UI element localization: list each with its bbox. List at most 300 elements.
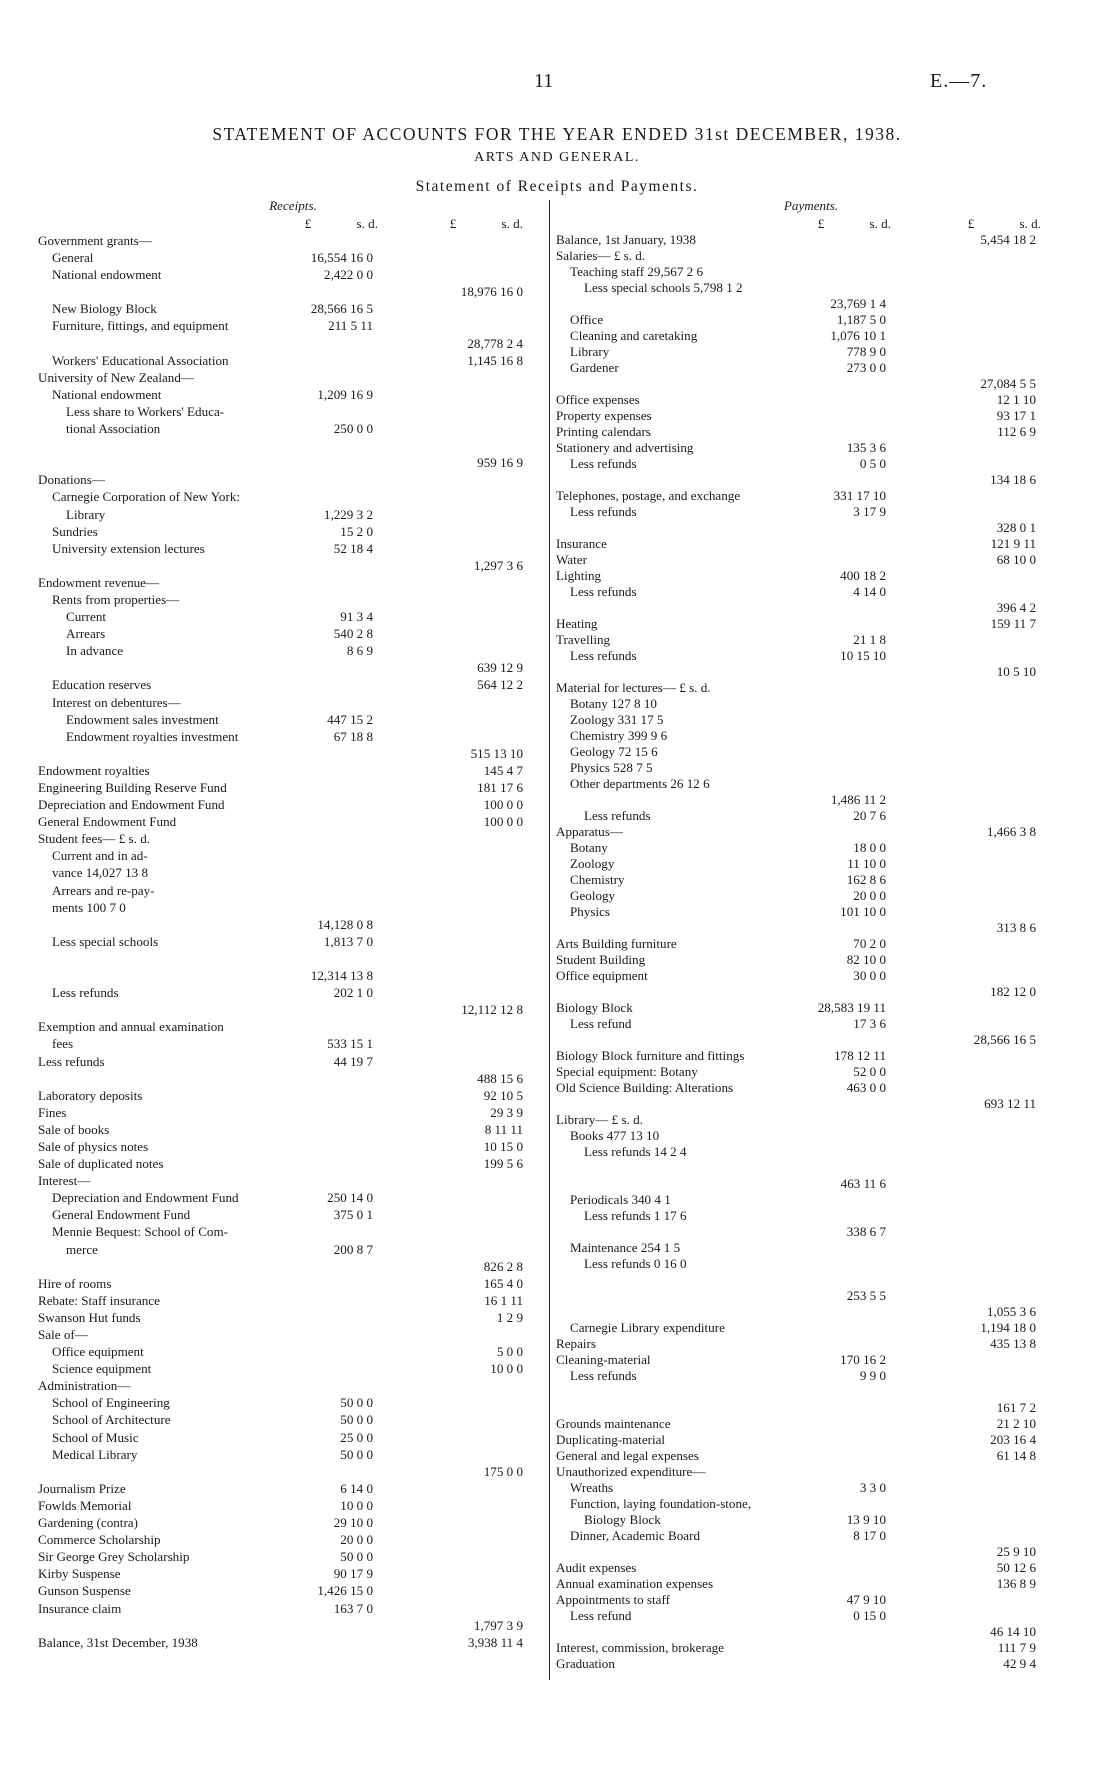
- receipts-label: Endowment royalties: [38, 762, 150, 778]
- receipts-row: [38, 659, 548, 676]
- statement-title: STATEMENT OF ACCOUNTS FOR THE YEAR ENDED 31st DECEMBER, 1938.: [212, 124, 902, 144]
- payments-label: Repairs: [556, 1336, 596, 1351]
- receipts-row: [38, 1411, 548, 1428]
- payments-row: [556, 536, 1066, 552]
- receipts-row: [38, 728, 548, 745]
- payments-row: [556, 456, 1066, 472]
- receipts-row: [38, 1429, 548, 1446]
- payments-label: Biology Block furniture and fittings: [556, 1048, 745, 1063]
- payments-amount-inner: 331 17 10: [833, 488, 886, 503]
- receipts-amount-inner: 163 7 0: [333, 1600, 373, 1616]
- payments-amount-inner: 273 0 0: [846, 360, 886, 375]
- payments-row: [556, 1000, 1066, 1016]
- receipts-label: University of New Zealand—: [38, 369, 194, 385]
- payments-amount-total: 161 7 2: [996, 1400, 1036, 1415]
- receipts-row: [38, 1223, 548, 1240]
- receipts-row: [38, 1548, 548, 1565]
- payments-row: [556, 776, 1066, 792]
- receipts-amount-total: 100 0 0: [483, 797, 523, 813]
- receipts-label: Hire of rooms: [38, 1275, 112, 1291]
- payments-row: [556, 1624, 1066, 1640]
- payments-label: Other departments 26 12 6: [570, 776, 710, 791]
- payments-row: [556, 264, 1066, 280]
- payments-row: [556, 312, 1066, 328]
- receipts-amount-inner: 202 1 0: [333, 985, 373, 1001]
- receipts-label: Library: [66, 506, 106, 522]
- page-number: 11: [534, 70, 554, 92]
- payments-label: Grounds maintenance: [556, 1416, 671, 1431]
- receipts-label: Current and in ad-: [52, 848, 148, 864]
- receipts-row: [38, 574, 548, 591]
- receipts-row: [38, 420, 548, 437]
- receipts-label: Fines: [38, 1104, 67, 1120]
- payments-amount-inner: 778 9 0: [846, 344, 886, 359]
- payments-row: [556, 952, 1066, 968]
- payments-amount-total: 21 2 10: [996, 1416, 1036, 1431]
- receipts-label: Journalism Prize: [38, 1480, 126, 1496]
- receipts-amount-inner: 10 0 0: [340, 1497, 373, 1513]
- receipts-label: New Biology Block: [52, 301, 157, 317]
- receipts-label: General Endowment Fund: [52, 1207, 191, 1223]
- receipts-amount-total: 639 12 9: [477, 660, 523, 676]
- payments-amount-inner: 9 9 0: [859, 1368, 886, 1383]
- receipts-rows: [38, 232, 548, 1651]
- payments-row: [556, 504, 1066, 520]
- receipts-label: Workers' Educational Association: [52, 352, 229, 368]
- payments-label: Cleaning and caretaking: [570, 328, 698, 343]
- receipts-row: [38, 933, 548, 950]
- receipts-amount-inner: 28,566 16 5: [310, 301, 373, 317]
- receipts-amount-inner: 200 8 7: [333, 1241, 373, 1257]
- payments-row: [556, 1448, 1066, 1464]
- payments-row: [556, 376, 1066, 392]
- receipts-amount-total: 18,976 16 0: [460, 284, 523, 300]
- currency-pounds: £: [817, 216, 825, 231]
- payments-row: [556, 392, 1066, 408]
- payments-amount-inner: 70 2 0: [853, 936, 886, 951]
- receipts-amount-inner: 12,314 13 8: [310, 968, 373, 984]
- receipts-label: Kirby Suspense: [38, 1566, 121, 1582]
- receipts-row: [38, 1634, 548, 1651]
- receipts-amount-inner: 67 18 8: [333, 728, 373, 744]
- payments-amount-total: 1,055 3 6: [986, 1304, 1036, 1319]
- payments-label: Property expenses: [556, 408, 652, 423]
- payments-row: [556, 1288, 1066, 1304]
- payments-row: [556, 792, 1066, 808]
- receipts-label: School of Engineering: [52, 1395, 170, 1411]
- receipts-label: Swanson Hut funds: [38, 1309, 141, 1325]
- payments-row: [556, 1480, 1066, 1496]
- receipts-row: [38, 813, 548, 830]
- currency-pounds: £: [304, 216, 312, 231]
- payments-row: [556, 584, 1066, 600]
- receipts-row: [38, 249, 548, 266]
- payments-amount-inner: 4 14 0: [853, 584, 886, 599]
- receipts-row: [38, 1241, 548, 1258]
- payments-row: [556, 1080, 1066, 1096]
- receipts-amount-inner: 540 2 8: [333, 626, 373, 642]
- payments-rows: [556, 232, 1066, 1672]
- payments-label: Less refund: [570, 1608, 632, 1623]
- payments-amount-inner: 20 0 0: [853, 888, 886, 903]
- payments-row: [556, 1368, 1066, 1384]
- receipts-row: [38, 1121, 548, 1138]
- receipts-row: [38, 335, 548, 352]
- receipts-row: [38, 1617, 548, 1634]
- receipts-amount-total: 145 4 7: [483, 762, 523, 778]
- receipts-row: [38, 984, 548, 1001]
- receipts-label: tional Association: [66, 421, 161, 437]
- payments-amount-inner: 23,769 1 4: [830, 296, 886, 311]
- payments-label: Gardener: [570, 360, 619, 375]
- receipts-label: Rents from properties—: [52, 591, 180, 607]
- receipts-label: Endowment revenue—: [38, 574, 160, 590]
- payments-row: [556, 1096, 1066, 1112]
- currency-sd: s. d.: [1019, 216, 1041, 231]
- receipts-row: [38, 864, 548, 881]
- payments-row: [556, 1272, 1066, 1288]
- receipts-amount-total: 1,145 16 8: [467, 352, 523, 368]
- receipts-column: [38, 197, 548, 1651]
- payments-row: [556, 1192, 1066, 1208]
- currency-sd: s. d.: [356, 216, 378, 231]
- receipts-row: [38, 796, 548, 813]
- payments-row: [556, 1144, 1066, 1160]
- receipts-amount-total: 488 15 6: [477, 1070, 523, 1086]
- receipts-label: Science equipment: [52, 1361, 152, 1377]
- payments-row: [556, 1640, 1066, 1656]
- payments-label: Library— £ s. d.: [556, 1112, 643, 1127]
- receipts-label: Mennie Bequest: School of Com-: [52, 1224, 229, 1240]
- payments-label: Less refunds 0 16 0: [584, 1256, 687, 1271]
- payments-amount-total: 27,084 5 5: [980, 376, 1036, 391]
- statement-subtitle: Statement of Receipts and Payments.: [415, 178, 699, 195]
- receipts-amount-inner: 50 0 0: [340, 1412, 373, 1428]
- payments-label: Less refunds 14 2 4: [584, 1144, 687, 1159]
- receipts-row: [38, 232, 548, 249]
- payments-amount-total: 61 14 8: [996, 1448, 1036, 1463]
- receipts-amount-total: 16 1 11: [484, 1292, 523, 1308]
- receipts-label: Education reserves: [52, 677, 152, 693]
- payments-label: Graduation: [556, 1656, 615, 1671]
- receipts-amount-inner: 447 15 2: [327, 711, 373, 727]
- payments-row: [556, 1016, 1066, 1032]
- receipts-row: [38, 1565, 548, 1582]
- receipts-row: [38, 471, 548, 488]
- receipts-row: [38, 779, 548, 796]
- payments-amount-total: 693 12 11: [984, 1096, 1036, 1111]
- receipts-amount-total: 3,938 11 4: [467, 1634, 523, 1650]
- payments-amount-total: 313 8 6: [996, 920, 1036, 935]
- receipts-row: [38, 437, 548, 454]
- payments-label: Water: [556, 552, 587, 567]
- currency-sd: s. d.: [501, 216, 523, 231]
- payments-label: Duplicating-material: [556, 1432, 666, 1447]
- column-divider: [549, 200, 550, 1680]
- receipts-row: [38, 1343, 548, 1360]
- payments-row: [556, 664, 1066, 680]
- payments-label: Material for lectures— £ s. d.: [556, 680, 711, 695]
- receipts-label: Balance, 31st December, 1938: [38, 1634, 198, 1650]
- payments-row: [556, 296, 1066, 312]
- receipts-row: [38, 352, 548, 369]
- receipts-row: [38, 1070, 548, 1087]
- receipts-label: National endowment: [52, 386, 162, 402]
- payments-amount-inner: 178 12 11: [834, 1048, 886, 1063]
- receipts-row: [38, 1446, 548, 1463]
- payments-amount-total: 42 9 4: [1003, 1656, 1036, 1671]
- receipts-row: [38, 1258, 548, 1275]
- payments-row: [556, 968, 1066, 984]
- payments-amount-inner: 463 11 6: [840, 1176, 886, 1191]
- payments-row: [556, 440, 1066, 456]
- receipts-label: Sale of—: [38, 1327, 88, 1342]
- payments-label: Arts Building furniture: [556, 936, 677, 951]
- payments-label: Office equipment: [556, 968, 648, 983]
- payments-row: [556, 744, 1066, 760]
- receipts-row: [38, 1326, 548, 1343]
- payments-row: [556, 248, 1066, 264]
- payments-label: Apparatus—: [556, 824, 623, 839]
- currency-pounds: £: [967, 216, 975, 231]
- receipts-row: [38, 950, 548, 967]
- receipts-row: [38, 694, 548, 711]
- receipts-row: [38, 1053, 548, 1070]
- payments-row: [556, 472, 1066, 488]
- receipts-row: [38, 1018, 548, 1035]
- receipts-amount-total: 515 13 10: [470, 745, 523, 761]
- receipts-label: Less refunds: [52, 985, 119, 1001]
- payments-label: Office expenses: [556, 392, 640, 407]
- payments-row: [556, 1240, 1066, 1256]
- receipts-amount-total: 92 10 5: [483, 1087, 523, 1103]
- receipts-amount-inner: 1,426 15 0: [317, 1583, 373, 1599]
- receipts-amount-inner: 14,128 0 8: [317, 916, 373, 932]
- receipts-row: [38, 1463, 548, 1480]
- receipts-label: School of Music: [52, 1429, 139, 1445]
- payments-label: Heating: [556, 616, 598, 631]
- payments-label: Botany 127 8 10: [570, 696, 657, 711]
- receipts-label: Donations—: [38, 472, 105, 488]
- payments-row: [556, 520, 1066, 536]
- receipts-label: Less share to Workers' Educa-: [66, 403, 225, 419]
- payments-row: [556, 856, 1066, 872]
- receipts-label: General Endowment Fund: [38, 814, 177, 830]
- receipts-row: [38, 386, 548, 403]
- payments-amount-total: 25 9 10: [996, 1544, 1036, 1559]
- payments-label: Biology Block: [556, 1000, 633, 1015]
- receipts-label: Interest on debentures—: [52, 694, 181, 710]
- payments-row: [556, 936, 1066, 952]
- receipts-label: Sale of books: [38, 1121, 110, 1137]
- receipts-amount-total: 5 0 0: [496, 1344, 523, 1360]
- payments-row: [556, 1496, 1066, 1512]
- payments-amount-total: 112 6 9: [997, 424, 1036, 439]
- payments-row: [556, 1064, 1066, 1080]
- payments-row: [556, 1304, 1066, 1320]
- receipts-row: [38, 642, 548, 659]
- payments-amount-inner: 82 10 0: [846, 952, 886, 967]
- receipts-amount-inner: 16,554 16 0: [310, 250, 373, 266]
- payments-label: Annual examination expenses: [556, 1576, 714, 1591]
- payments-row: [556, 1112, 1066, 1128]
- payments-label: Unauthorized expenditure—: [556, 1464, 706, 1479]
- receipts-label: School of Architecture: [52, 1412, 171, 1428]
- payments-label: Printing calendars: [556, 424, 651, 439]
- payments-amount-total: 435 13 8: [990, 1336, 1036, 1351]
- receipts-row: [38, 1292, 548, 1309]
- payments-row: [556, 1208, 1066, 1224]
- payments-label: Less refunds: [570, 504, 637, 519]
- receipts-row: [38, 403, 548, 420]
- payments-row: [556, 1432, 1066, 1448]
- payments-amount-total: 121 9 11: [990, 536, 1036, 551]
- receipts-label: In advance: [66, 643, 124, 659]
- receipts-row: [38, 762, 548, 779]
- payments-row: [556, 1352, 1066, 1368]
- payments-column: [556, 197, 1066, 1672]
- receipts-row: [38, 1480, 548, 1497]
- receipts-row: [38, 488, 548, 505]
- receipts-amount-inner: 50 0 0: [340, 1395, 373, 1411]
- receipts-amount-inner: 50 0 0: [340, 1446, 373, 1462]
- receipts-label: University extension lectures: [52, 540, 205, 556]
- receipts-row: [38, 1377, 548, 1394]
- receipts-row: [38, 745, 548, 762]
- payments-label: Carnegie Library expenditure: [570, 1320, 725, 1335]
- receipts-amount-total: 564 12 2: [477, 677, 523, 693]
- receipts-label: Current: [66, 609, 106, 625]
- receipts-row: [38, 283, 548, 300]
- receipts-row: [38, 454, 548, 471]
- payments-label: Maintenance 254 1 5: [570, 1240, 681, 1255]
- payments-amount-total: 111 7 9: [997, 1640, 1036, 1655]
- payments-label: Physics 528 7 5: [570, 760, 653, 775]
- receipts-heading: Receipts.: [269, 198, 317, 213]
- receipts-row: [38, 1001, 548, 1018]
- payments-amount-total: 136 8 9: [996, 1576, 1036, 1591]
- receipts-row: [38, 625, 548, 642]
- payments-row: [556, 344, 1066, 360]
- payments-row: [556, 1592, 1066, 1608]
- currency-sd: s. d.: [869, 216, 891, 231]
- payments-amount-inner: 3 3 0: [859, 1480, 886, 1495]
- payments-amount-inner: 18 0 0: [853, 840, 886, 855]
- receipts-row: [38, 967, 548, 984]
- receipts-amount-total: 10 0 0: [490, 1361, 523, 1377]
- payments-label: Audit expenses: [556, 1560, 637, 1575]
- payments-row: [556, 1128, 1066, 1144]
- payments-amount-total: 93 17 1: [996, 408, 1036, 423]
- receipts-label: Depreciation and Endowment Fund: [38, 797, 225, 813]
- receipts-label: Furniture, fittings, and equipment: [52, 318, 229, 334]
- payments-amount-total: 1,194 18 0: [980, 1320, 1036, 1335]
- payments-amount-inner: 30 0 0: [853, 968, 886, 983]
- receipts-label: Fowlds Memorial: [38, 1497, 132, 1513]
- receipts-amount-inner: 25 0 0: [340, 1429, 373, 1445]
- payments-amount-inner: 3 17 9: [853, 504, 886, 519]
- receipts-amount-inner: 90 17 9: [333, 1566, 373, 1582]
- page-reference: E.—7.: [930, 70, 988, 92]
- receipts-label: Depreciation and Endowment Fund: [52, 1190, 239, 1206]
- payments-amount-inner: 400 18 2: [840, 568, 886, 583]
- receipts-amount-total: 826 2 8: [483, 1258, 523, 1274]
- payments-row: [556, 872, 1066, 888]
- payments-label: Less refunds 1 17 6: [584, 1208, 687, 1223]
- receipts-row: [38, 676, 548, 693]
- payments-label: Less refunds: [584, 808, 651, 823]
- receipts-row: [38, 899, 548, 916]
- payments-amount-inner: 463 0 0: [846, 1080, 886, 1095]
- payments-row: [556, 1512, 1066, 1528]
- receipts-label: National endowment: [52, 267, 162, 283]
- receipts-amount-total: 181 17 6: [477, 780, 523, 795]
- payments-amount-total: 5,454 18 2: [980, 232, 1036, 247]
- receipts-row: [38, 1497, 548, 1514]
- section-title: ARTS AND GENERAL.: [474, 150, 640, 165]
- payments-label: Cleaning-material: [556, 1352, 651, 1367]
- receipts-row: [38, 916, 548, 933]
- receipts-amount-inner: 29 10 0: [333, 1515, 373, 1531]
- receipts-row: [38, 591, 548, 608]
- payments-amount-inner: 52 0 0: [853, 1064, 886, 1079]
- payments-amount-total: 46 14 10: [990, 1624, 1036, 1639]
- payments-row: [556, 904, 1066, 920]
- payments-row: [556, 1464, 1066, 1480]
- payments-amount-total: 68 10 0: [996, 552, 1036, 567]
- payments-amount-inner: 17 3 6: [853, 1016, 886, 1031]
- receipts-label: Commerce Scholarship: [38, 1532, 161, 1548]
- payments-amount-inner: 47 9 10: [846, 1592, 886, 1607]
- receipts-label: Medical Library: [52, 1446, 138, 1462]
- payments-row: [556, 1032, 1066, 1048]
- receipts-row: [38, 540, 548, 557]
- payments-label: Student Building: [556, 952, 646, 967]
- payments-label: Biology Block: [584, 1512, 661, 1527]
- payments-row: [556, 1256, 1066, 1272]
- payments-row: [556, 424, 1066, 440]
- payments-row: [556, 840, 1066, 856]
- payments-amount-inner: 338 6 7: [846, 1224, 886, 1239]
- payments-amount-inner: 101 10 0: [840, 904, 886, 919]
- receipts-label: ments 100 7 0: [52, 899, 126, 915]
- receipts-label: Administration—: [38, 1378, 131, 1394]
- receipts-row: [38, 1600, 548, 1617]
- receipts-amount-total: 10 15 0: [483, 1138, 523, 1154]
- receipts-label: Gardening (contra): [38, 1515, 138, 1531]
- receipts-row: [38, 1582, 548, 1599]
- receipts-label: Student fees— £ s. d.: [38, 831, 151, 847]
- receipts-label: Sale of duplicated notes: [38, 1156, 164, 1172]
- payments-label: Zoology 331 17 5: [570, 712, 664, 727]
- receipts-label: Office equipment: [52, 1344, 144, 1360]
- receipts-label: Exemption and annual examination: [38, 1019, 224, 1035]
- receipts-amount-inner: 1,209 16 9: [317, 386, 373, 402]
- payments-amount-inner: 0 5 0: [859, 456, 886, 471]
- payments-label: Botany: [570, 840, 608, 855]
- payments-amount-inner: 8 17 0: [853, 1528, 886, 1543]
- payments-amount-total: 1,466 3 8: [986, 824, 1036, 839]
- payments-amount-total: 182 12 0: [990, 984, 1036, 999]
- payments-row: [556, 600, 1066, 616]
- payments-row: [556, 1656, 1066, 1672]
- receipts-amount-total: 100 0 0: [483, 814, 523, 830]
- payments-label: Balance, 1st January, 1938: [556, 232, 696, 247]
- receipts-amount-inner: 20 0 0: [340, 1532, 373, 1548]
- receipts-row: [38, 1035, 548, 1052]
- receipts-row: [38, 1514, 548, 1531]
- payments-label: Old Science Building: Alterations: [556, 1080, 734, 1095]
